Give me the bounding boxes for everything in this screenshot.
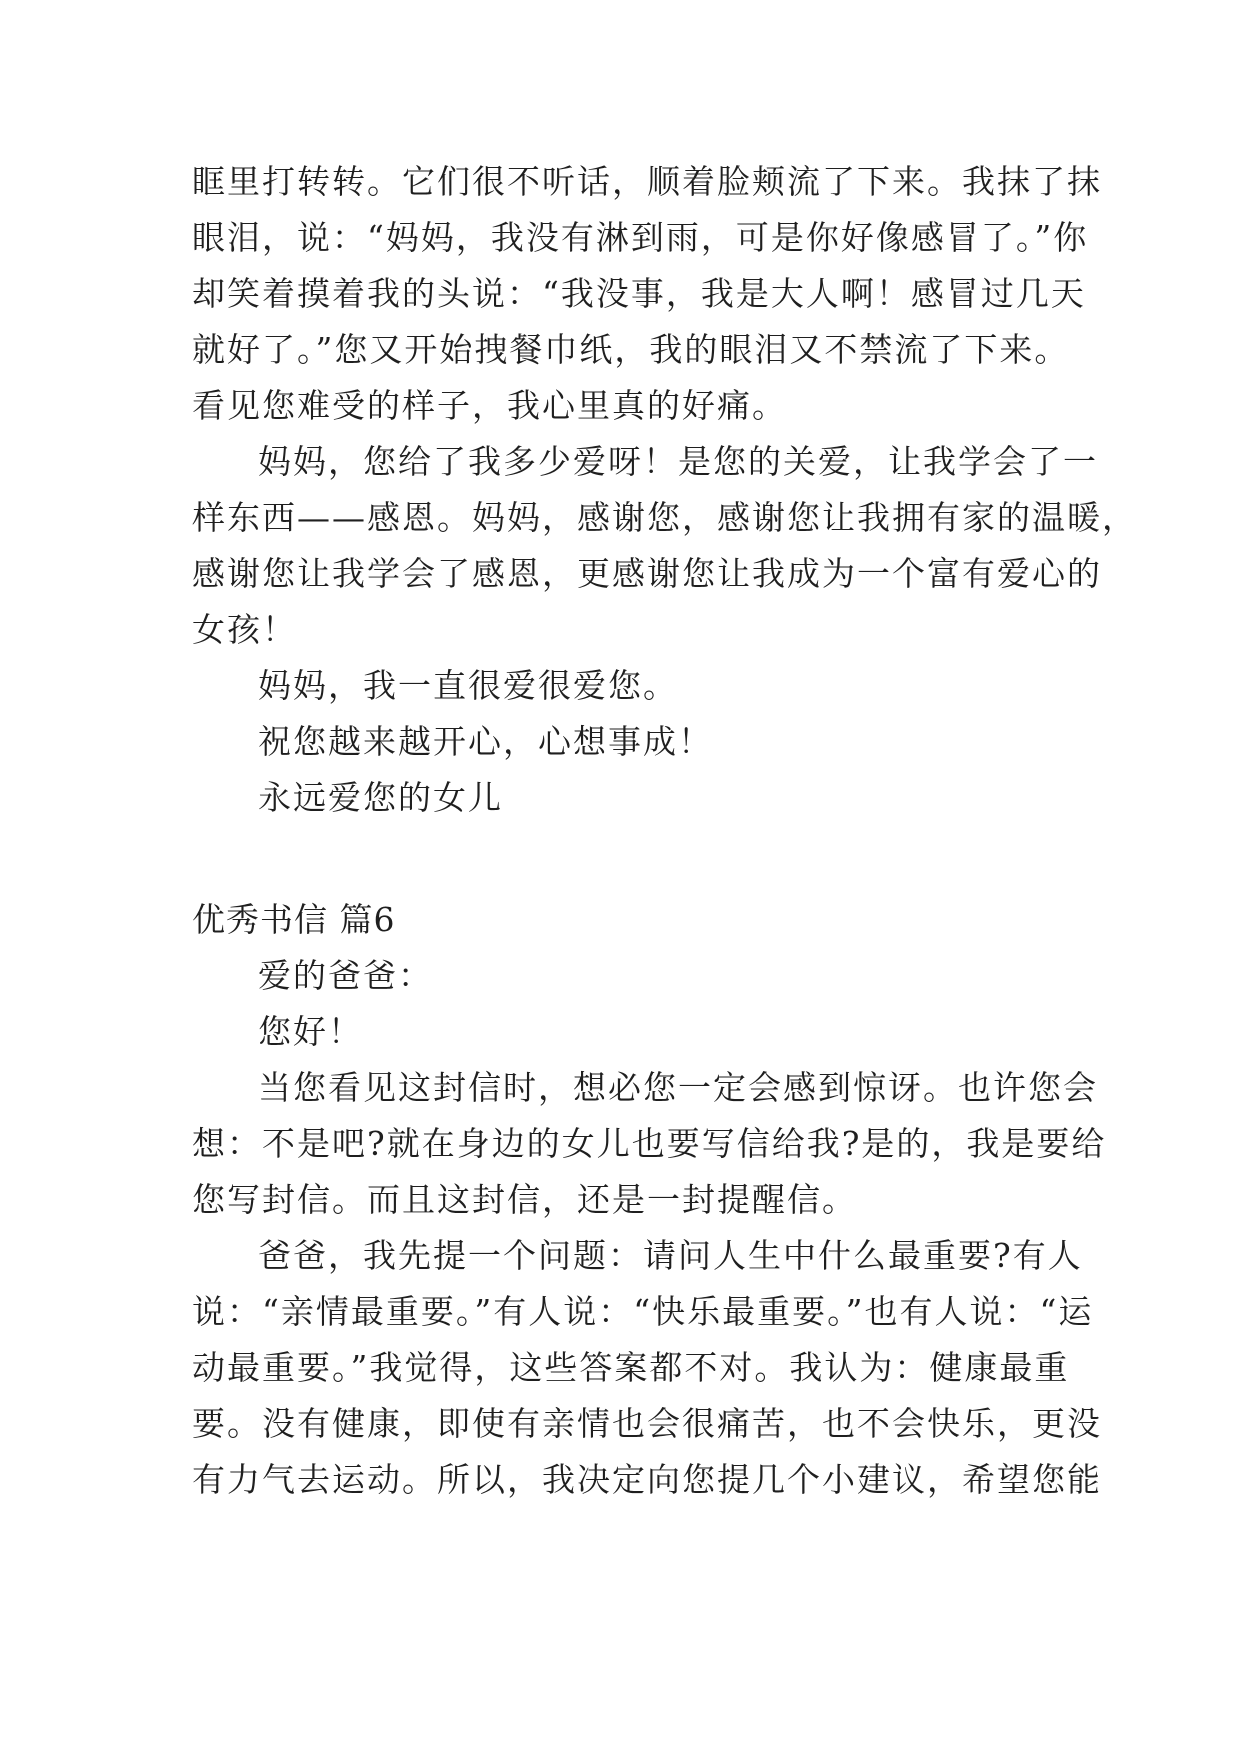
body-text-line: 说：“亲情最重要。”有人说：“快乐最重要。”也有人说：“运 [192,1292,1094,1331]
section-heading: 优秀书信 篇6 [192,900,396,939]
greeting-line: 您好！ [258,1012,363,1051]
body-text-line: 样东西——感恩。妈妈，感谢您，感谢您让我拥有家的温暖， [192,498,1137,537]
body-text-line: 您写封信。而且这封信，还是一封提醒信。 [192,1180,857,1219]
body-text-line: 想：不是吧?就在身边的女儿也要写信给我?是的，我是要给 [192,1124,1107,1163]
closing-line: 祝您越来越开心，心想事成！ [258,722,713,761]
body-text-line: 女孩！ [192,610,297,649]
body-text-line: 看见您难受的样子，我心里真的好痛。 [192,386,787,425]
closing-line: 妈妈，我一直很爱很爱您。 [258,666,678,705]
signature-line: 永远爱您的女儿 [258,778,503,817]
body-text-line: 要。没有健康，即使有亲情也会很痛苦，也不会快乐，更没 [192,1404,1102,1443]
salutation-line: 爱的爸爸： [258,956,433,995]
body-text-line: 动最重要。”我觉得，这些答案都不对。我认为：健康最重 [192,1348,1070,1387]
body-text-line: 就好了。”您又开始拽餐巾纸，我的眼泪又不禁流了下来。 [192,330,1070,369]
body-text-line: 却笑着摸着我的头说：“我没事，我是大人啊！感冒过几天 [192,274,1086,313]
body-text-line: 当您看见这封信时，想必您一定会感到惊讶。也许您会 [258,1068,1098,1107]
body-text-line: 眼泪，说：“妈妈，我没有淋到雨，可是你好像感冒了。”你 [192,218,1089,257]
body-text-line: 眶里打转转。它们很不听话，顺着脸颊流了下来。我抹了抹 [192,162,1102,201]
body-text-line: 感谢您让我学会了感恩，更感谢您让我成为一个富有爱心的 [192,554,1102,593]
body-text-line: 妈妈，您给了我多少爱呀！是您的关爱，让我学会了一 [258,442,1098,481]
body-text-line: 爸爸，我先提一个问题：请问人生中什么最重要?有人 [258,1236,1083,1275]
body-text-line: 有力气去运动。所以，我决定向您提几个小建议，希望您能 [192,1460,1102,1499]
